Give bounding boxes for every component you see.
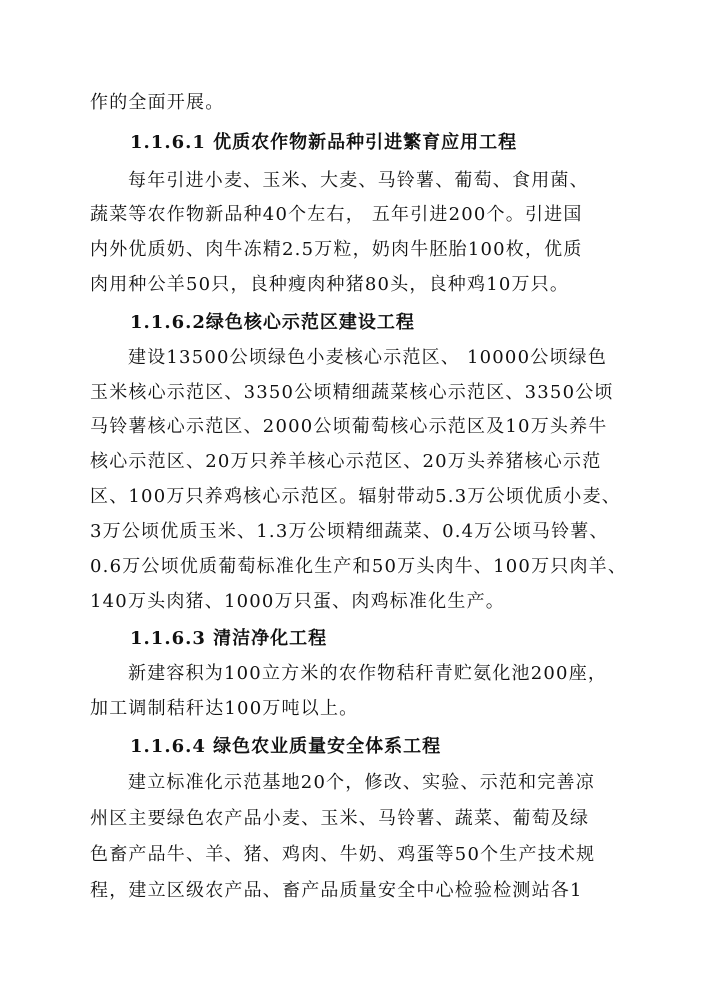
line-text: 加工调制秸秆达100万吨以上。 [90, 698, 359, 719]
body-text-line [0, 585, 703, 619]
body-text-line [0, 838, 703, 872]
body-text-line [0, 657, 703, 691]
line-text: 程，建立区级农产品、畜产品质量安全中心检验检测站各1 [90, 880, 583, 901]
body-text-line [0, 86, 703, 120]
section-heading [0, 306, 703, 340]
body-text-line [0, 410, 703, 444]
line-text: 新建容积为100立方米的农作物秸秆青贮氨化池200座， [128, 663, 608, 684]
heading-text: 1.1.6.1 优质农作物新品种引进繁育应用工程 [130, 132, 518, 153]
line-text: 蔬菜等农作物新品种40个左右， 五年引进200个。引进国 [90, 204, 583, 225]
line-text: 3万公顷优质玉米、1.3万公顷精细蔬菜、0.4万公顷马铃薯、 [90, 521, 609, 542]
body-text-line [0, 445, 703, 479]
line-text: 核心示范区、20万只养羊核心示范区、20万头养猪核心示范 [90, 451, 602, 472]
line-text: 色畜产品牛、羊、猪、鸡肉、牛奶、鸡蛋等50个生产技术规 [90, 844, 596, 865]
section-heading [0, 730, 703, 764]
body-text-line [0, 766, 703, 800]
body-text-line [0, 480, 703, 514]
line-text: 0.6万公顷优质葡萄标准化生产和50万头肉牛、100万只肉羊、 [90, 556, 628, 577]
line-text: 每年引进小麦、玉米、大麦、马铃薯、葡萄、食用菌、 [128, 170, 589, 191]
body-text-line [0, 341, 703, 375]
line-text: 内外优质奶、肉牛冻精2.5万粒，奶肉牛胚胎100枚，优质 [90, 239, 583, 260]
body-text-line [0, 376, 703, 410]
body-text-line [0, 198, 703, 232]
body-text-line [0, 802, 703, 836]
body-text-line [0, 550, 703, 584]
heading-text: 1.1.6.3 清洁净化工程 [130, 628, 328, 649]
line-text: 作的全面开展。 [90, 92, 225, 113]
heading-text: 1.1.6.2绿色核心示范区建设工程 [130, 312, 415, 333]
line-text: 140万头肉猪、1000万只蛋、肉鸡标准化生产。 [90, 591, 505, 612]
line-text: 区、100万只养鸡核心示范区。辐射带动5.3万公顷优质小麦、 [90, 486, 621, 507]
line-text: 州区主要绿色农产品小麦、玉米、马铃薯、蔬菜、葡萄及绿 [90, 808, 590, 829]
line-text: 马铃薯核心示范区、2000公顷葡萄核心示范区及10万头养牛 [90, 416, 608, 437]
body-text-line [0, 692, 703, 726]
line-text: 玉米核心示范区、3350公顷精细蔬菜核心示范区、3350公顷 [90, 382, 614, 403]
section-heading [0, 126, 703, 160]
body-text-line [0, 515, 703, 549]
heading-text: 1.1.6.4 绿色农业质量安全体系工程 [130, 736, 442, 757]
line-text: 建设13500公顷绿色小麦核心示范区、 10000公顷绿色 [128, 347, 608, 368]
body-text-line [0, 268, 703, 302]
line-text: 肉用种公羊50只，良种瘦肉种猪80头，良种鸡10万只。 [90, 274, 570, 295]
body-text-line [0, 874, 703, 908]
body-text-line [0, 233, 703, 267]
line-text: 建立标准化示范基地20个，修改、实验、示范和完善凉 [128, 772, 595, 793]
section-heading [0, 622, 703, 656]
body-text-line [0, 164, 703, 198]
